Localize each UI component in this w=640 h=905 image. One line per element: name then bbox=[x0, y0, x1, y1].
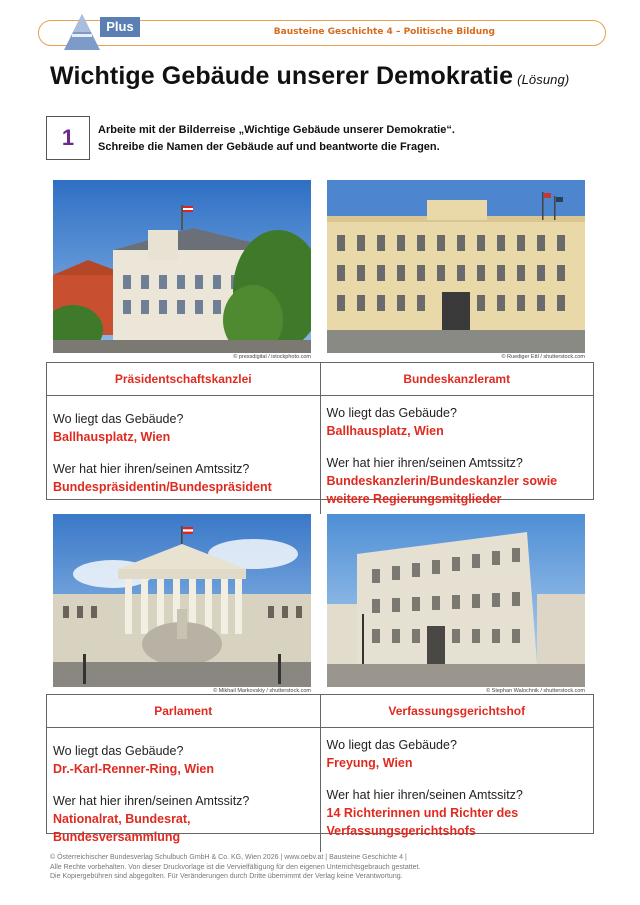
question-location: Wo liegt das Gebäude? bbox=[326, 738, 457, 752]
answer-seat-cont: Verfassungsgerichtshofs bbox=[326, 824, 476, 838]
building-answers bbox=[47, 396, 320, 514]
photo-parlament bbox=[53, 514, 311, 687]
title-solution: (Lösung) bbox=[517, 72, 570, 87]
question-location: Wo liegt das Gebäude? bbox=[326, 406, 457, 420]
answer-location: Dr.-Karl-Renner-Ring, Wien bbox=[53, 762, 215, 776]
task-line-1: Arbeite mit der Bilderreise „Wichtige Gebäude unserer Demokratie“. bbox=[98, 124, 455, 136]
photo-credit: © Stephan Walochnik / shutterstock.com bbox=[486, 688, 585, 694]
photo-credit: © pressdigital / istockphoto.com bbox=[233, 354, 311, 360]
answer-card-1 bbox=[46, 362, 594, 506]
question-location: Wo liegt das Gebäude? bbox=[53, 744, 184, 758]
building-name: Präsidentschaftskanzlei bbox=[114, 372, 252, 386]
building-name: Parlament bbox=[154, 704, 213, 718]
building-name: Bundeskanzleramt bbox=[320, 363, 594, 395]
question-seat: Wer hat hier ihren/seinen Amtssitz? bbox=[326, 788, 523, 802]
question-location: Wo liegt das Gebäude? bbox=[53, 412, 184, 426]
task-line-2: Schreibe die Namen der Gebäude auf und beantworte die Fragen. bbox=[98, 141, 440, 153]
triangle-logo-icon bbox=[62, 12, 102, 52]
answer-seat: 14 Richterinnen und Richter des bbox=[326, 806, 519, 820]
footer-line-3: Die Kopiergebühren sind abgegolten. Für Veränderungen durch Dritte übernimmt der Verlag keine Verantwortung. bbox=[50, 873, 403, 880]
answer-location: Ballhausplatz, Wien bbox=[53, 430, 171, 444]
photo-bundeskanzleramt bbox=[327, 180, 585, 353]
answer-location: Ballhausplatz, Wien bbox=[326, 424, 444, 438]
building-answers bbox=[320, 728, 594, 852]
task-number: 1 bbox=[46, 116, 90, 160]
answer-seat: Bundeskanzlerin/Bundeskanzler sowie bbox=[326, 474, 558, 488]
footer-line-2: Alle Rechte vorbehalten. Von dieser Druckvorlage ist die Vervielfältigung für den eigenen Unterrichtsgebrauch gestattet. bbox=[50, 863, 421, 871]
title-main: Wichtige Gebäude unserer Demokratie bbox=[50, 62, 514, 90]
footer-copyright bbox=[50, 853, 610, 882]
photo-verfassungsgerichtshof bbox=[327, 514, 585, 687]
building-name: Verfassungsgerichtshof bbox=[320, 695, 594, 727]
answer-seat-cont: weitere Regierungsmitglieder bbox=[326, 492, 502, 506]
question-seat: Wer hat hier ihren/seinen Amtssitz? bbox=[53, 462, 250, 476]
answer-location: Freyung, Wien bbox=[326, 756, 413, 770]
answer-card-2 bbox=[46, 694, 594, 844]
question-seat: Wer hat hier ihren/seinen Amtssitz? bbox=[53, 794, 250, 808]
page-title bbox=[50, 62, 569, 91]
answer-seat: Bundespräsidentin/Bundespräsident bbox=[53, 480, 272, 494]
building-answers bbox=[47, 728, 320, 852]
footer-line-1: © Österreichischer Bundesverlag Schulbuch GmbH & Co. KG, Wien 2026 | www.oebv.at | Bausteine Geschichte 4 | bbox=[50, 854, 407, 861]
task-instructions bbox=[98, 122, 455, 156]
publisher-logo bbox=[62, 12, 138, 52]
answer-seat: Nationalrat, Bundesrat, Bundesversammlung bbox=[53, 812, 191, 844]
subject-label: Bausteine Geschichte 4 – Politische Bildung bbox=[273, 27, 495, 37]
photo-praesidentschaftskanzlei bbox=[53, 180, 311, 353]
question-seat: Wer hat hier ihren/seinen Amtssitz? bbox=[326, 456, 523, 470]
logo-plus-label: Plus bbox=[100, 17, 140, 37]
building-answers bbox=[320, 396, 594, 514]
photo-credit: © Ruediger Ettl / shutterstock.com bbox=[501, 354, 585, 360]
photo-credit: © Mikhail Markovskiy / shutterstock.com bbox=[213, 688, 311, 694]
